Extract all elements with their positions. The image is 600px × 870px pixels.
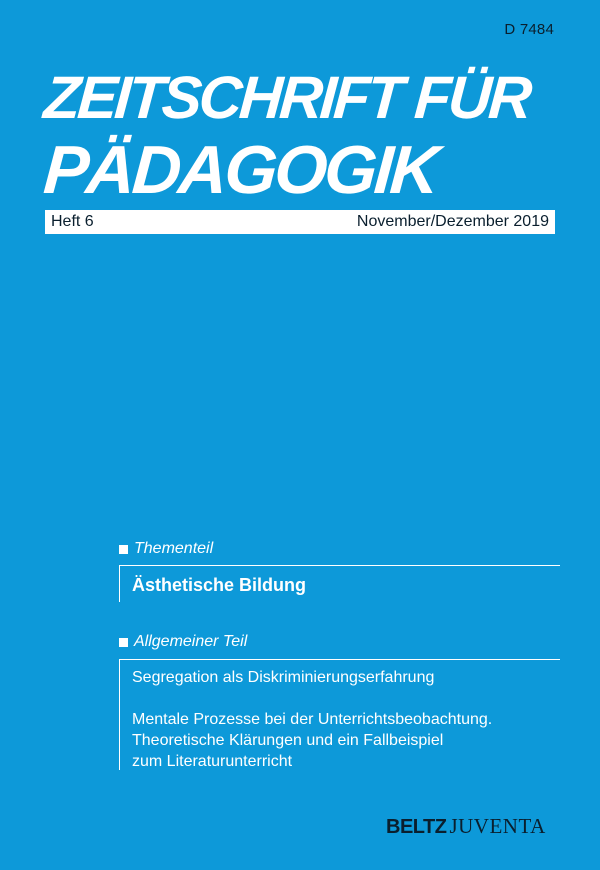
general-section-header bbox=[119, 633, 247, 651]
article-title-2-line-2: Theoretische Klärungen und ein Fallbeispiel bbox=[132, 732, 444, 749]
journal-title-line-1: ZEITSCHRIFT FÜR bbox=[41, 64, 532, 131]
general-section-label: Allgemeiner Teil bbox=[134, 633, 248, 650]
publisher-name-juventa: JUVENTA bbox=[449, 814, 546, 838]
square-bullet-icon bbox=[119, 545, 128, 554]
article-title-2-line-1: Mentale Prozesse bei der Unterrichtsbeobachtung. bbox=[132, 711, 493, 728]
article-title-2-line-3: zum Literaturunterricht bbox=[132, 753, 293, 770]
issue-bar bbox=[45, 210, 555, 234]
publisher-logo bbox=[386, 814, 546, 839]
themed-section-label: Thementeil bbox=[134, 540, 214, 557]
article-title-1: Segregation als Diskriminierungserfahrung bbox=[132, 669, 435, 686]
issue-number: Heft 6 bbox=[51, 213, 94, 230]
themed-topic: Ästhetische Bildung bbox=[132, 575, 307, 595]
publisher-name-beltz: BELTZ bbox=[386, 816, 447, 838]
journal-title-line-2: PÄDAGOGIK bbox=[41, 132, 440, 208]
themed-section-header bbox=[119, 540, 213, 558]
issue-date: November/Dezember 2019 bbox=[356, 213, 549, 230]
square-bullet-icon bbox=[119, 638, 128, 647]
publication-code: D 7484 bbox=[504, 21, 554, 38]
